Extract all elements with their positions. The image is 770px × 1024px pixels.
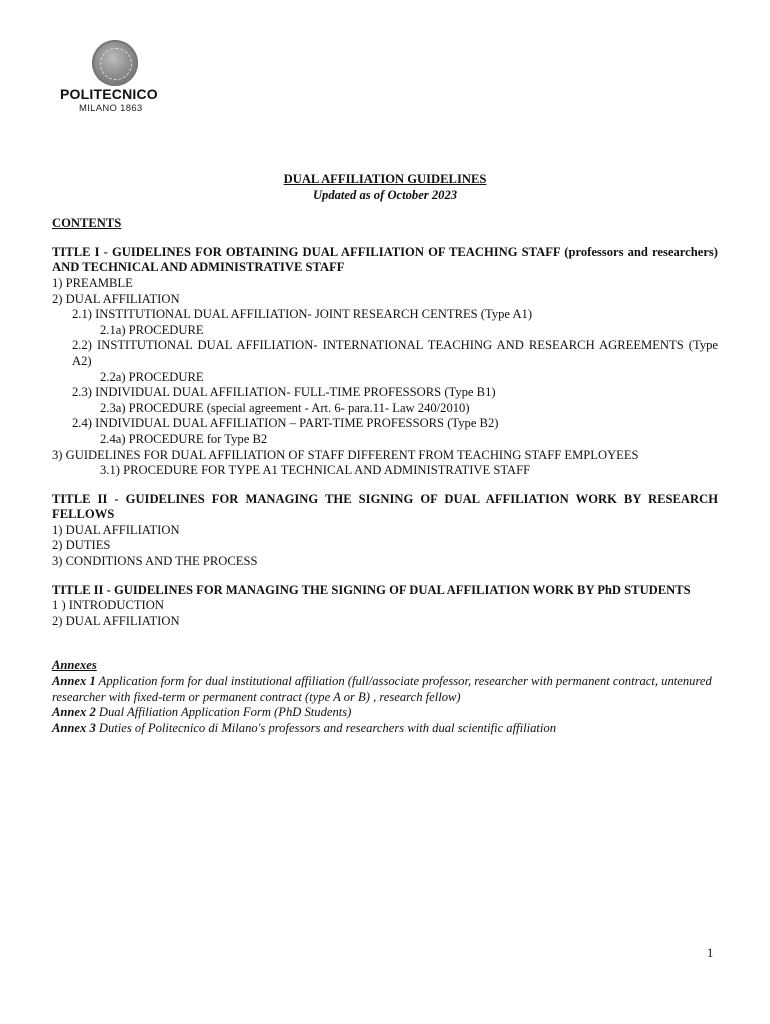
annexes-heading: Annexes: [52, 658, 97, 673]
annex-item: [52, 674, 718, 705]
toc-item: 2) DUAL AFFILIATION: [52, 291, 180, 306]
title-1-heading: TITLE I - GUIDELINES FOR OBTAINING DUAL AFFILIATION OF TEACHING STAFF (professors and researchers) AND TECHNICAL AND ADMINISTRATIVE STAFF: [52, 244, 718, 275]
annex-label: Annex 3: [52, 720, 96, 735]
title-2-phd-students-heading: TITLE II - GUIDELINES FOR MANAGING THE SIGNING OF DUAL AFFILIATION WORK BY PhD STUDENTS: [52, 582, 691, 597]
toc-item: 2.2a) PROCEDURE: [100, 369, 204, 384]
toc-item: 1) DUAL AFFILIATION: [52, 522, 180, 537]
toc-item: 2) DUAL AFFILIATION: [52, 613, 180, 628]
toc-item: 1) PREAMBLE: [52, 275, 133, 290]
toc-item: 3) GUIDELINES FOR DUAL AFFILIATION OF STAFF DIFFERENT FROM TEACHING STAFF EMPLOYEES: [52, 447, 639, 462]
toc-item: 3) CONDITIONS AND THE PROCESS: [52, 554, 258, 569]
document-subtitle: Updated as of October 2023: [312, 187, 458, 202]
toc-item: 2) DUTIES: [52, 538, 111, 553]
document-body: [52, 172, 718, 736]
title-2-research-fellows-heading: TITLE II - GUIDELINES FOR MANAGING THE SIGNING OF DUAL AFFILIATION WORK BY RESEARCH FELLOWS: [52, 491, 718, 522]
toc-item: 2.2) INSTITUTIONAL DUAL AFFILIATION- INTERNATIONAL TEACHING AND RESEARCH AGREEMENTS (Type A2): [72, 338, 718, 368]
annex-label: Annex 2: [52, 705, 96, 720]
logo-subtitle: MILANO 1863: [79, 103, 143, 114]
toc-item: 1 ) INTRODUCTION: [52, 598, 164, 613]
toc-item: 2.4a) PROCEDURE for Type B2: [100, 431, 268, 446]
toc-item: 2.3) INDIVIDUAL DUAL AFFILIATION- FULL-TIME PROFESSORS (Type B1): [72, 385, 496, 400]
annex-text: Dual Affiliation Application Form (PhD Students): [98, 705, 352, 720]
university-seal-icon: [92, 40, 138, 86]
toc-item: 2.1) INSTITUTIONAL DUAL AFFILIATION- JOINT RESEARCH CENTRES (Type A1): [72, 307, 533, 322]
annex-item: [52, 705, 718, 721]
document-title: DUAL AFFILIATION GUIDELINES: [283, 172, 487, 186]
contents-heading: CONTENTS: [52, 216, 122, 231]
politecnico-logo: [60, 38, 180, 118]
toc-item: 2.3a) PROCEDURE (special agreement - Art. 6- para.11- Law 240/2010): [100, 400, 470, 415]
annex-item: [52, 721, 718, 737]
logo-name: POLITECNICO: [60, 86, 158, 102]
toc-item: 2.4) INDIVIDUAL DUAL AFFILIATION – PART-TIME PROFESSORS (Type B2): [72, 416, 499, 431]
page-number: 1: [707, 946, 714, 960]
annex-label: Annex 1: [52, 674, 96, 689]
toc-item: 3.1) PROCEDURE FOR TYPE A1 TECHNICAL AND ADMINISTRATIVE STAFF: [100, 463, 531, 478]
annex-text: Duties of Politecnico di Milano's professors and researchers with dual scientific affiliation: [98, 720, 556, 735]
annex-text: Application form for dual institutional affiliation (full/associate professor, researcher with permanent contract, untenured researcher with fixed-term or permanent contract (type A or B) , research fellow): [52, 674, 712, 704]
toc-item: 2.1a) PROCEDURE: [100, 322, 204, 337]
